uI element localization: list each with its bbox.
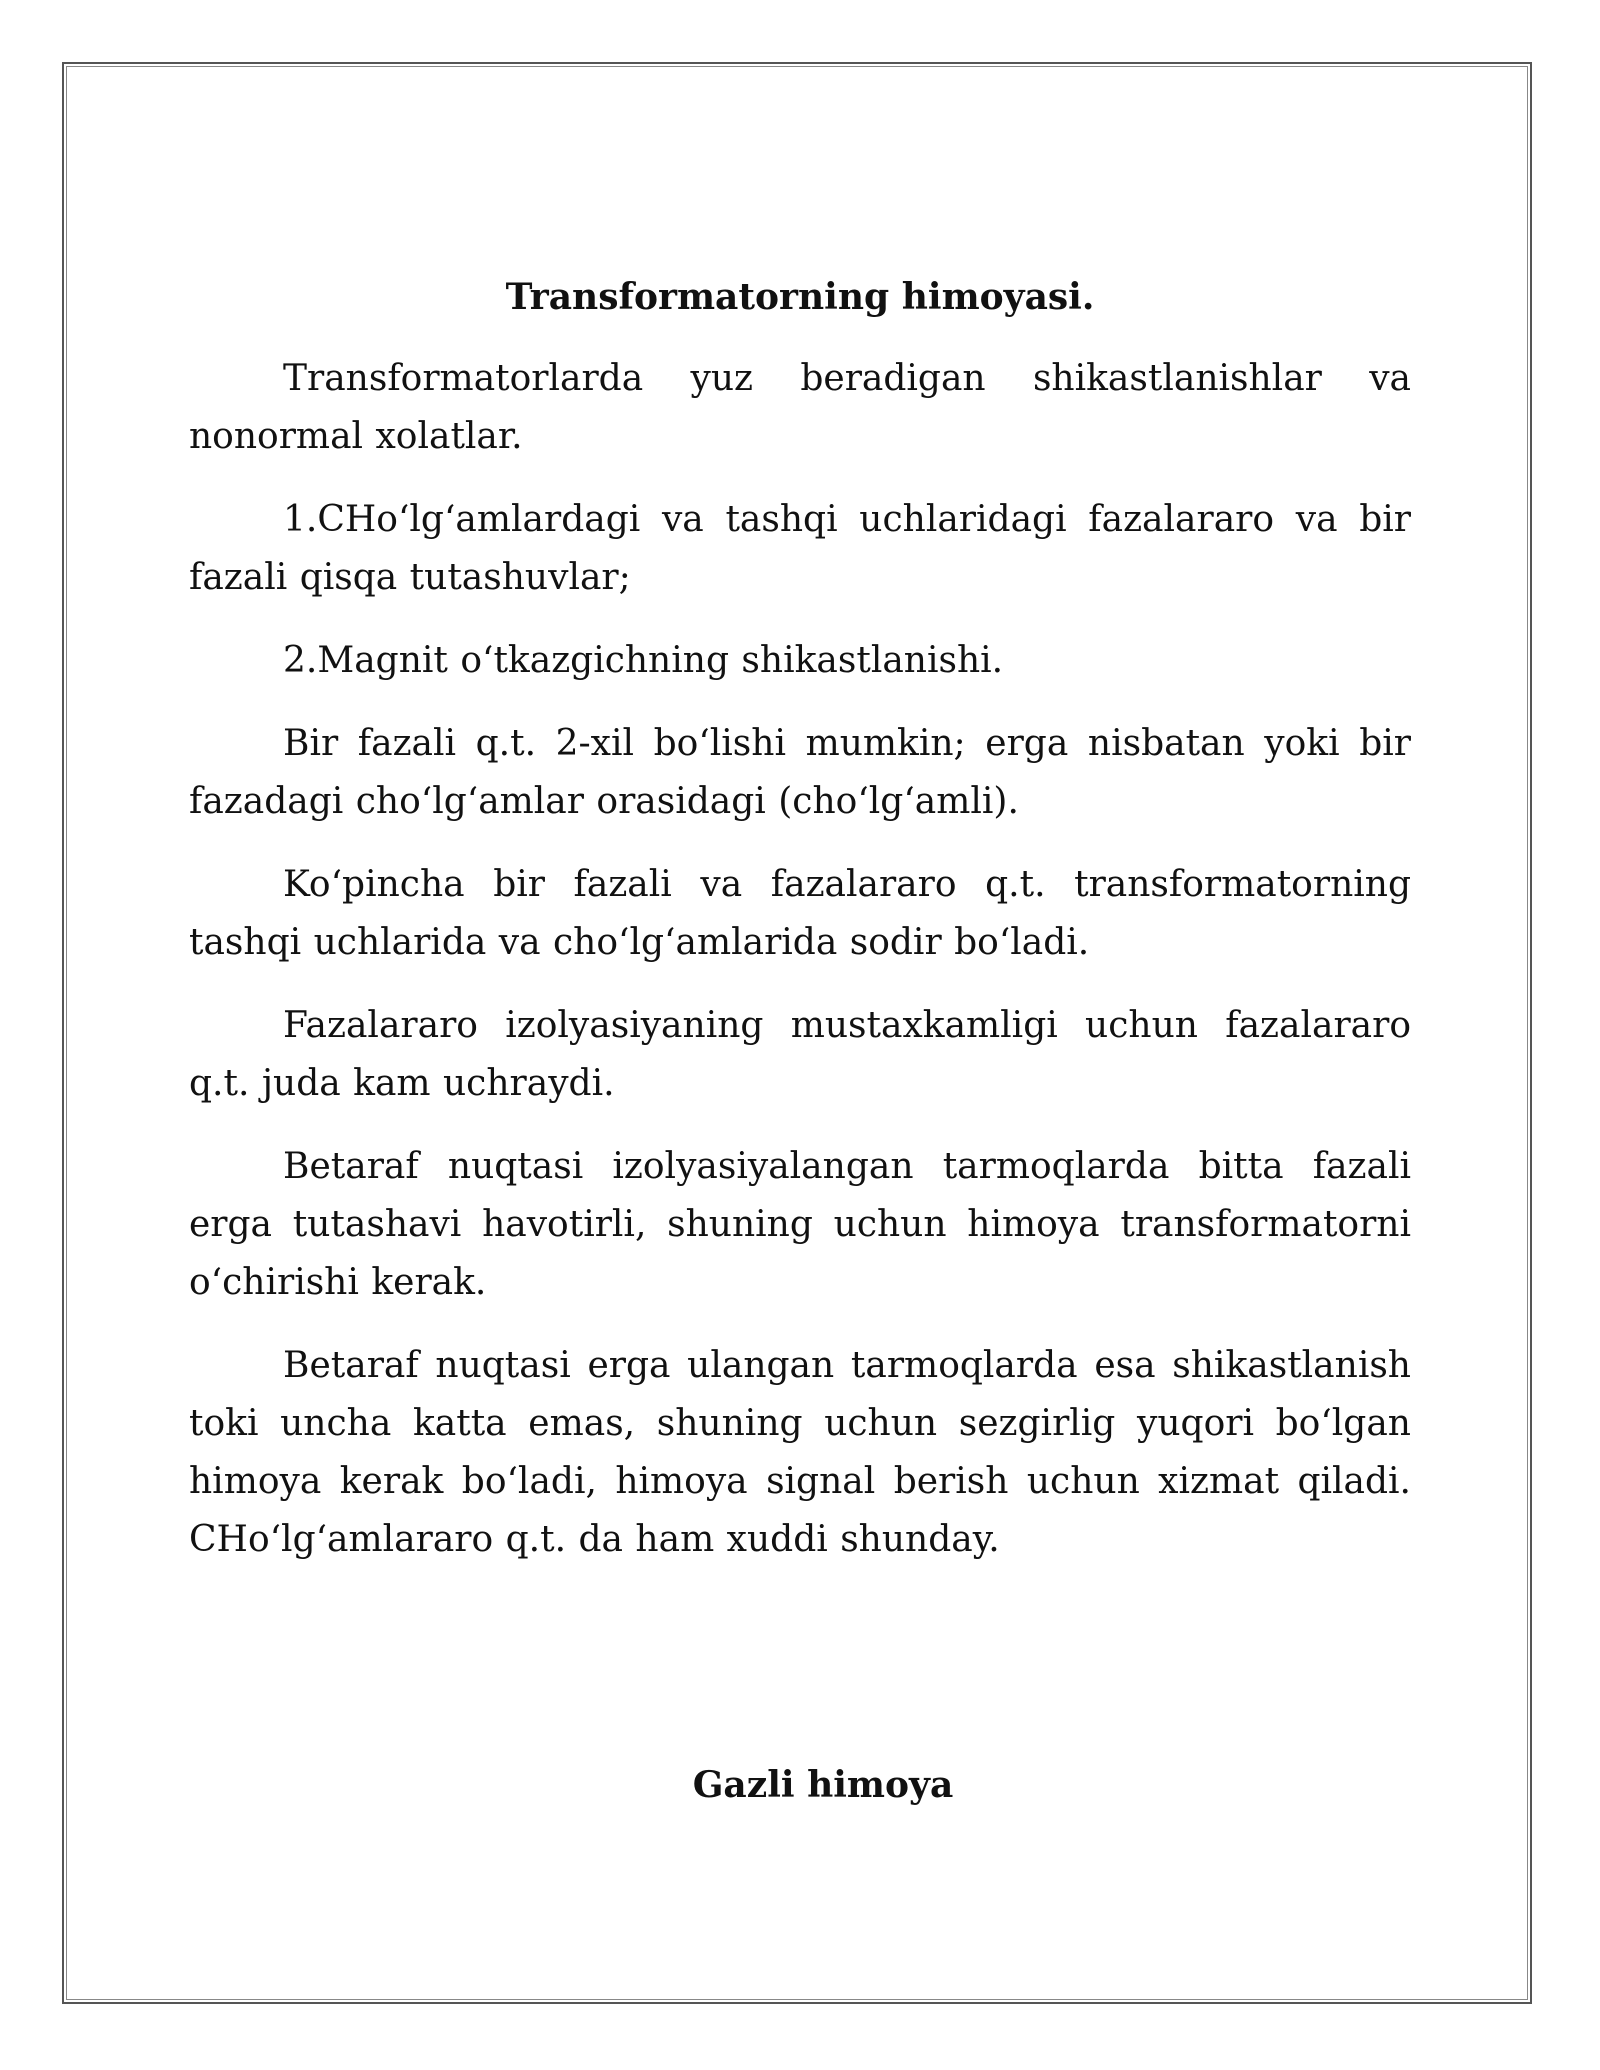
paragraph-item-2: 2.Magnit o‘tkazgichning shikastlanishi. (283, 640, 1004, 681)
paragraph-grounded-neutral: Betaraf nuqtasi erga ulangan tarmoqlarda esa shikastlanish toki uncha katta emas, shuning uchun sezgirlig yuqori bo‘lgan himoya kerak bo‘ladi, himoya signal berish uchun xizmat qiladi. CHo‘lg‘amlararo q.t. da ham xuddi shunday. (189, 1345, 1411, 1560)
paragraph-interphase: Fazalararo izolyasiyaning mustaxkamligi uchun fazalararo q.t. juda kam uchraydi. (189, 1005, 1411, 1104)
paragraph-single-phase: Bir fazali q.t. 2-xil bo‘lishi mumkin; erga nisbatan yoki bir fazadagi cho‘lg‘amlar orasidagi (cho‘lg‘amli). (189, 723, 1411, 822)
page-title: Transformatorning himoyasi. (505, 276, 1095, 318)
document-body (189, 268, 1411, 1594)
section-title: Gazli himoya (692, 1764, 954, 1806)
paragraph-item-1: 1.CHo‘lg‘amlardagi va tashqi uchlaridagi fazalararo va bir fazali qisqa tutashuvlar; (189, 499, 1411, 598)
paragraph-isolated-neutral: Betaraf nuqtasi izolyasiyalangan tarmoqlarda bitta fazali erga tutashavi havotirli, shuning uchun himoya transformatorni o‘chirishi kerak. (189, 1146, 1411, 1303)
paragraph-intro: Transformatorlarda yuz beradigan shikastlanishlar va nonormal xolatlar. (189, 358, 1411, 457)
paragraph-frequent-faults: Ko‘pincha bir fazali va fazalararo q.t. transformatorning tashqi uchlarida va cho‘lg‘amlarida sodir bo‘ladi. (189, 864, 1411, 963)
